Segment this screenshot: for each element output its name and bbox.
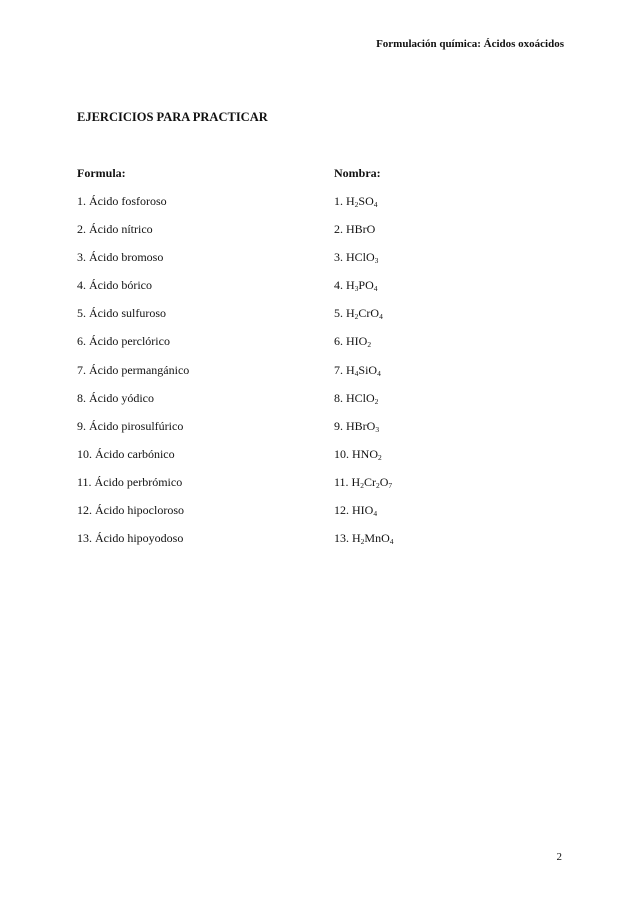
nombra-item [334, 531, 394, 559]
nombra-item [334, 194, 394, 222]
formula-text: 13. H [334, 531, 361, 546]
formula-text: SiO [358, 362, 378, 377]
formula-subscript: 4 [379, 312, 383, 322]
formula-heading: Formula: [77, 166, 126, 180]
nombra-item [334, 306, 394, 334]
nombra-item [334, 250, 394, 278]
formula-item: 6. Ácido perclórico [77, 334, 170, 349]
section-title: EJERCICIOS PARA PRACTICAR [77, 110, 268, 124]
formula-subscript: 3 [374, 256, 379, 266]
formula-text: 2. HBrO [334, 222, 376, 237]
formula-text: MnO [364, 531, 390, 546]
formula-subscript: 2 [375, 480, 380, 490]
formula-item: 7. Ácido permangánico [77, 362, 190, 377]
formula-item: 1. Ácido fosforoso [77, 194, 167, 208]
formula-item: 12. Ácido hipocloroso [77, 503, 184, 518]
nombra-list [334, 194, 394, 559]
nombra-item [334, 334, 394, 362]
running-header: Formulación química: Ácidos oxoácidos [376, 38, 564, 50]
nombra-item [334, 447, 394, 475]
formula-item: 2. Ácido nítrico [77, 222, 153, 237]
formula-text: 10. HNO [334, 446, 378, 461]
formula-subscript: 4 [373, 200, 378, 209]
formula-subscript: 2 [354, 200, 359, 209]
formula-item: 11. Ácido perbrómico [77, 474, 183, 489]
formula-text: Cr [363, 474, 376, 489]
nombra-item [334, 503, 394, 531]
formula-list [77, 194, 189, 559]
formula-item: 9. Ácido pirosulfúrico [77, 418, 184, 433]
formula-text: 4. H [334, 278, 355, 293]
formula-subscript: 3 [375, 424, 380, 434]
nombra-item [334, 363, 394, 391]
formula-text: 3. HClO [334, 250, 375, 265]
formula-subscript: 2 [360, 480, 364, 490]
formula-text: 12. HIO [334, 503, 374, 518]
nombra-item [334, 391, 394, 419]
nombra-column [334, 166, 394, 559]
nombra-item [334, 419, 394, 447]
formula-text: 7. H [334, 362, 355, 377]
nombra-item [334, 475, 394, 503]
page-number: 2 [556, 851, 562, 863]
formula-text: 11. H [334, 474, 361, 489]
formula-text: 1. H [334, 194, 355, 208]
formula-subscript: 4 [373, 284, 378, 294]
formula-subscript: 4 [373, 509, 378, 519]
formula-item: 8. Ácido yódico [77, 390, 154, 405]
formula-subscript: 2 [367, 340, 372, 350]
formula-text: O [379, 474, 389, 489]
formula-column [77, 166, 189, 559]
formula-text: SO [358, 194, 374, 208]
formula-text: CrO [358, 306, 380, 321]
formula-text: 6. HIO [334, 334, 368, 349]
formula-subscript: 2 [354, 312, 359, 322]
formula-subscript: 4 [354, 368, 359, 378]
formula-text: 8. HClO [334, 390, 375, 405]
formula-item: 13. Ácido hipoyodoso [77, 531, 184, 546]
formula-subscript: 3 [354, 284, 359, 294]
formula-item: 4. Ácido bórico [77, 278, 152, 293]
formula-text: PO [358, 278, 374, 293]
formula-text: 9. HBrO [334, 418, 376, 433]
formula-item: 3. Ácido bromoso [77, 250, 164, 265]
formula-item: 5. Ácido sulfuroso [77, 306, 166, 321]
formula-item: 10. Ácido carbónico [77, 446, 175, 461]
nombra-heading: Nombra: [334, 166, 381, 180]
nombra-item [334, 278, 394, 306]
nombra-item [334, 222, 394, 250]
formula-subscript: 4 [389, 537, 394, 547]
formula-subscript: 2 [374, 396, 379, 406]
formula-subscript: 4 [377, 368, 381, 378]
formula-subscript: 2 [378, 452, 382, 462]
formula-subscript: 7 [388, 480, 393, 490]
formula-text: 5. H [334, 306, 355, 321]
formula-subscript: 2 [360, 537, 365, 547]
